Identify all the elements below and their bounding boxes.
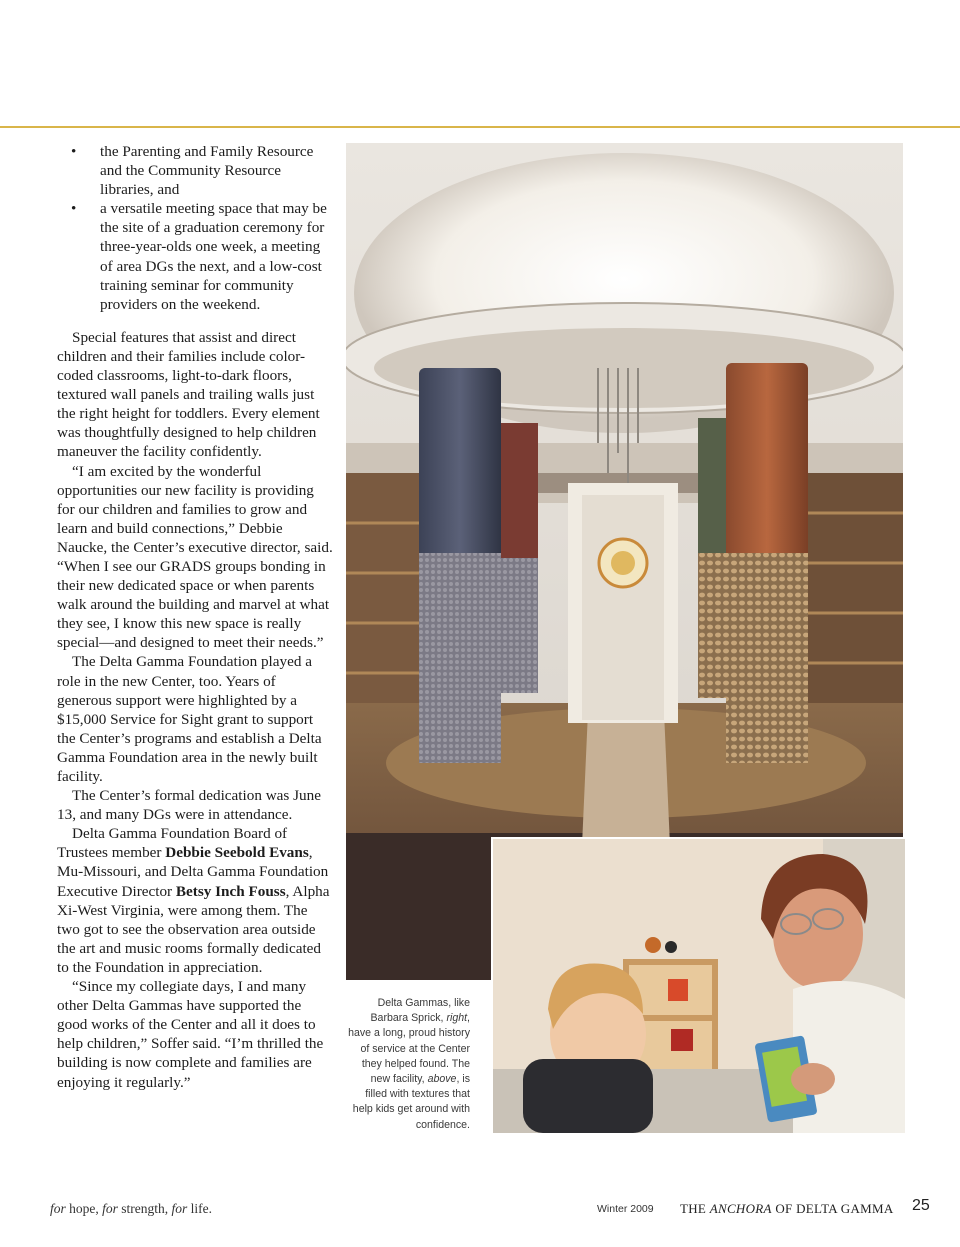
paragraph: “I am excited by the wonderful opportunities our new facility is providing for our children and families to grow and learn and build connections,” Debbie Naucke, the Center’s executive director, said. “When I see our GRADS groups bonding in their new dedicated space or when parents walk around the building and marvel at what they see, I know this new space is really special—and designed to meet their needs.” [57, 462, 333, 652]
bullet-item [57, 142, 333, 199]
text-run: life. [187, 1201, 213, 1216]
paragraph: Special features that assist and direct children and their families include color-coded classrooms, light-to-dark floors, textured wall panels and trailing walls just the right height for toddlers. Every element was thoughtfully designed to help children maneuver the facility confidently. [57, 328, 320, 461]
paragraph [57, 824, 333, 977]
paragraph: The Delta Gamma Foundation played a role in the new Center, too. Years of generous support were highlighted by a $15,000 Service for Sight grant to support the Center’s programs and establish a Delta Gamma Foundation area in the newly built facility. [57, 653, 322, 785]
text-run: THE [680, 1201, 710, 1216]
text-run: , Alpha Xi-West Virginia, were among them. The two got to see the observation area outside the art and music rooms formally dedicated to the Foundation in appreciation. [57, 882, 330, 976]
bullet-item [57, 199, 333, 314]
bullet-icon: • [71, 200, 77, 218]
text-run: strength, [117, 1201, 172, 1216]
footer-issue: Winter 2009 [597, 1203, 654, 1215]
text-run: above [427, 1073, 457, 1086]
text-run: for [50, 1201, 66, 1216]
text-run: OF DELTA GAMMA [771, 1201, 894, 1216]
text-run: ANCHORA [709, 1201, 772, 1216]
footer-tagline [50, 1201, 212, 1217]
text-run: right [446, 1012, 468, 1025]
text-run: Delta Gammas, like Barbara Sprick, [370, 997, 470, 1025]
article-column [57, 142, 333, 1092]
bullet-list [57, 142, 333, 314]
header-rule [0, 126, 960, 128]
text-run: , Mu-Missouri, and Delta Gamma Foundation Executive Director [57, 844, 329, 900]
footer-magazine-title [680, 1201, 894, 1217]
paragraph: “Since my collegiate days, I and many other Delta Gammas have supported the good works of the Center and all it does to help children,” Soffer said. “I’m thrilled the building is now complete and families are enjoying it regularly.” [57, 978, 324, 1091]
text-run: , is filled with textures that help kids get around with confidence. [352, 1073, 470, 1131]
text-run: hope, [65, 1201, 103, 1216]
text-run: for [102, 1201, 118, 1216]
photo-caption [346, 996, 470, 1133]
bullet-text: the Parenting and Family Resource and the Community Resource libraries, and [100, 143, 314, 199]
paragraph: The Center’s formal dedication was June 13, and many DGs were in attendance. [57, 787, 321, 824]
person-name: Debbie Seebold Evans [165, 844, 309, 862]
bullet-text: a versatile meeting space that may be the site of a graduation ceremony for three-year-olds one week, a meeting of area DGs the next, and a low-cost training seminar for community providers on the weekend. [100, 200, 327, 313]
bullet-icon: • [71, 143, 77, 160]
text-run: Delta Gamma Foundation Board of Trustees member [57, 825, 288, 862]
text-run: for [171, 1201, 188, 1216]
page-number: 25 [912, 1197, 930, 1214]
text-run: , have a long, proud history of service at the Center they helped found. The new facility, [348, 1012, 470, 1086]
person-name: Betsy Inch Fouss [175, 882, 286, 900]
child-reading-photo [491, 837, 905, 1133]
